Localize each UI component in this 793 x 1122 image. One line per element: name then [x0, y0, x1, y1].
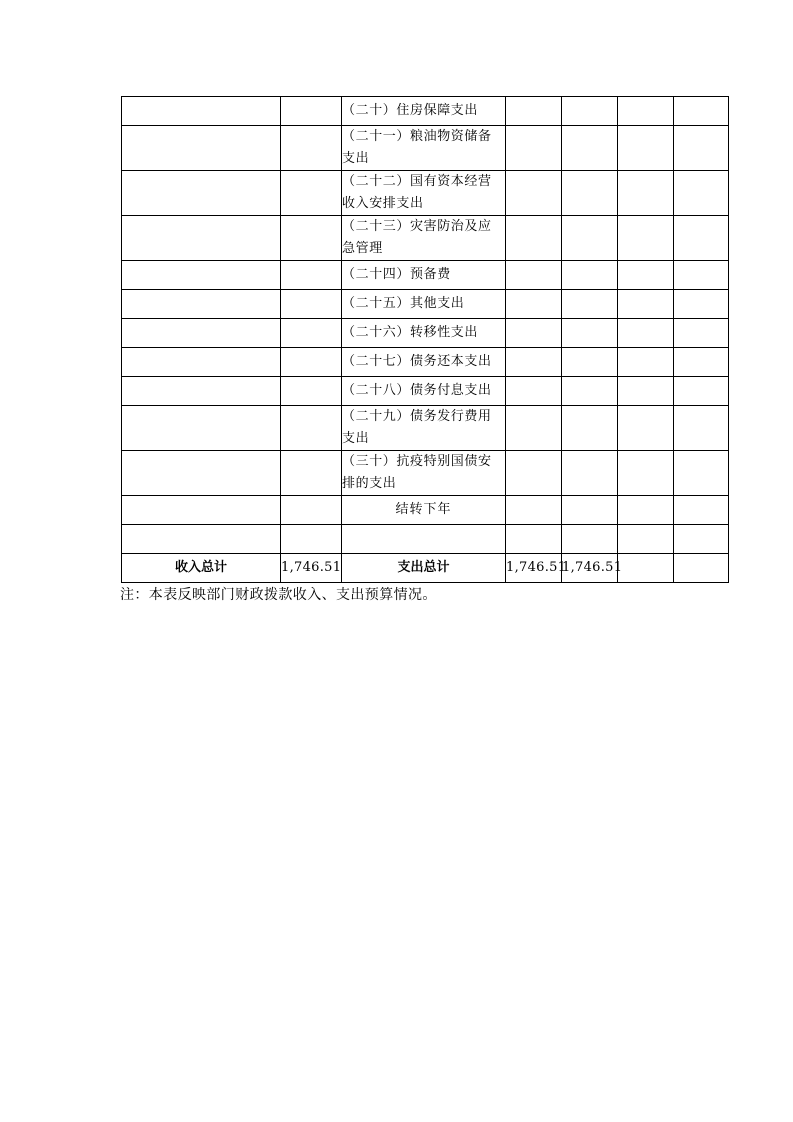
expense-amount-cell: [506, 261, 562, 290]
empty-cell: [618, 525, 674, 554]
empty-cell: [506, 525, 562, 554]
carry-forward-label: 结转下年: [342, 496, 506, 525]
table-footnote: 注：本表反映部门财政拨款收入、支出预算情况。: [120, 587, 437, 603]
income-amount-cell: [281, 319, 342, 348]
income-amount-cell: [281, 261, 342, 290]
amount-cell: [674, 406, 729, 451]
amount-cell: [674, 261, 729, 290]
empty-cell: [342, 525, 506, 554]
expense-item-label: （二十三）灾害防治及应急管理: [342, 216, 506, 261]
table-row: [122, 126, 729, 171]
income-item-cell: [122, 451, 281, 496]
amount-cell: [562, 406, 618, 451]
budget-table: [121, 96, 729, 583]
expense-item-label: （二十）住房保障支出: [342, 97, 506, 126]
expense-item-label: （三十）抗疫特别国债安排的支出: [342, 451, 506, 496]
amount-cell: [618, 348, 674, 377]
table-row: [122, 261, 729, 290]
amount-cell: [562, 261, 618, 290]
amount-cell: [618, 319, 674, 348]
expense-amount-cell: [506, 126, 562, 171]
amount-cell: [674, 377, 729, 406]
expense-amount-cell: [506, 348, 562, 377]
income-item-cell: [122, 496, 281, 525]
amount-cell: [562, 290, 618, 319]
income-amount-cell: [281, 290, 342, 319]
empty-cell: [562, 525, 618, 554]
expense-amount-cell: [506, 496, 562, 525]
amount-cell: [562, 348, 618, 377]
amount-cell: [618, 451, 674, 496]
income-item-cell: [122, 216, 281, 261]
expense-item-label: （二十二）国有资本经营收入安排支出: [342, 171, 506, 216]
income-amount-cell: [281, 348, 342, 377]
income-item-cell: [122, 261, 281, 290]
amount-cell: [618, 171, 674, 216]
carry-forward-row: [122, 496, 729, 525]
table-row: [122, 171, 729, 216]
empty-cell: [674, 525, 729, 554]
amount-cell: [618, 377, 674, 406]
income-amount-cell: [281, 377, 342, 406]
amount-cell: [674, 171, 729, 216]
expense-amount-cell: [506, 97, 562, 126]
expense-item-label: （二十六）转移性支出: [342, 319, 506, 348]
empty-cell: [122, 525, 281, 554]
amount-cell: [562, 451, 618, 496]
amount-cell: [562, 216, 618, 261]
amount-cell: [618, 496, 674, 525]
empty-row: [122, 525, 729, 554]
amount-cell: [674, 554, 729, 583]
amount-cell: [618, 261, 674, 290]
income-item-cell: [122, 126, 281, 171]
empty-cell: [281, 525, 342, 554]
income-item-cell: [122, 377, 281, 406]
amount-cell: [674, 496, 729, 525]
income-amount-cell: [281, 171, 342, 216]
amount-cell: [674, 216, 729, 261]
amount-cell: [618, 290, 674, 319]
amount-cell: [562, 126, 618, 171]
amount-cell: [618, 406, 674, 451]
income-total-value: 1,746.51: [281, 554, 342, 583]
income-amount-cell: [281, 496, 342, 525]
expense-amount-cell: [506, 216, 562, 261]
expense-item-label: （二十一）粮油物资储备支出: [342, 126, 506, 171]
amount-cell: [562, 496, 618, 525]
income-item-cell: [122, 97, 281, 126]
total-row: [122, 554, 729, 583]
income-item-cell: [122, 348, 281, 377]
amount-cell: [618, 97, 674, 126]
expense-amount-cell: [506, 406, 562, 451]
expense-total-value: 1,746.51: [506, 554, 562, 583]
expense-item-label: （二十九）债务发行费用支出: [342, 406, 506, 451]
expense-amount-cell: [506, 319, 562, 348]
income-amount-cell: [281, 406, 342, 451]
amount-cell: [562, 377, 618, 406]
expense-amount-cell: [506, 451, 562, 496]
income-total-label: 收入总计: [122, 554, 281, 583]
income-amount-cell: [281, 126, 342, 171]
income-item-cell: [122, 406, 281, 451]
table-row: [122, 319, 729, 348]
income-amount-cell: [281, 216, 342, 261]
expense-total-value-general: 1,746.51: [562, 554, 618, 583]
amount-cell: [618, 216, 674, 261]
amount-cell: [618, 126, 674, 171]
amount-cell: [674, 319, 729, 348]
amount-cell: [674, 126, 729, 171]
table-row: [122, 377, 729, 406]
table-row: [122, 290, 729, 319]
income-item-cell: [122, 290, 281, 319]
table-row: [122, 451, 729, 496]
income-item-cell: [122, 319, 281, 348]
expense-item-label: （二十七）债务还本支出: [342, 348, 506, 377]
amount-cell: [674, 348, 729, 377]
expense-item-label: （二十五）其他支出: [342, 290, 506, 319]
amount-cell: [562, 97, 618, 126]
amount-cell: [674, 97, 729, 126]
amount-cell: [674, 290, 729, 319]
table-row: [122, 216, 729, 261]
table-row: [122, 348, 729, 377]
amount-cell: [562, 319, 618, 348]
expense-amount-cell: [506, 377, 562, 406]
expense-total-label: 支出总计: [342, 554, 506, 583]
expense-item-label: （二十八）债务付息支出: [342, 377, 506, 406]
table-row: [122, 97, 729, 126]
amount-cell: [618, 554, 674, 583]
income-amount-cell: [281, 451, 342, 496]
income-amount-cell: [281, 97, 342, 126]
expense-item-label: （二十四）预备费: [342, 261, 506, 290]
expense-amount-cell: [506, 171, 562, 216]
expense-amount-cell: [506, 290, 562, 319]
amount-cell: [562, 171, 618, 216]
amount-cell: [674, 451, 729, 496]
table-row: [122, 406, 729, 451]
income-item-cell: [122, 171, 281, 216]
